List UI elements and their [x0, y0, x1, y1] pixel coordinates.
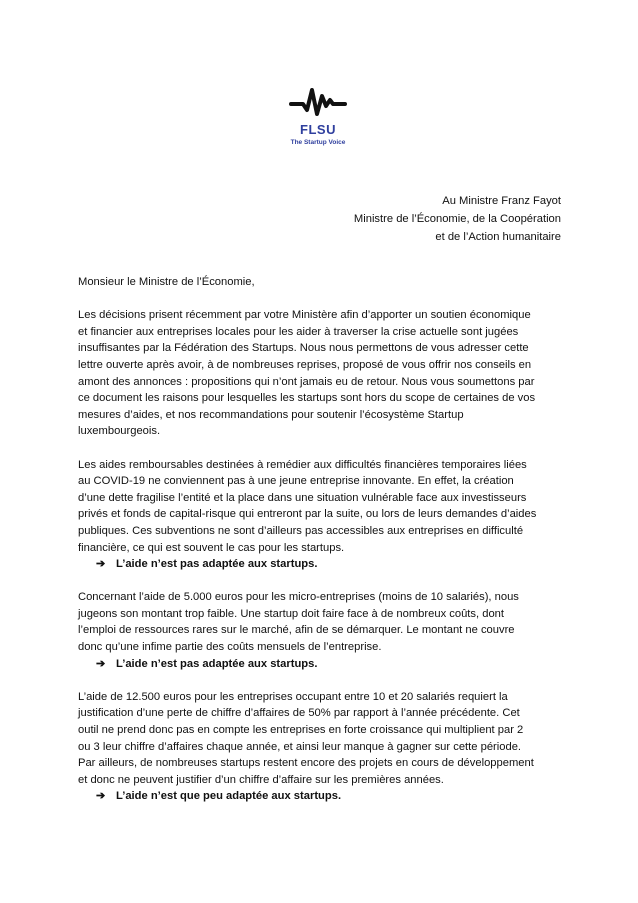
text-line: d’une dette fragilise l’entité et la place dans une situation vulnérable face aux investisseurs — [78, 491, 527, 504]
text-line: ou 3 leur chiffre d’affaires chaque année, et ainsi leur manque à gagner sur cette période. — [78, 740, 522, 753]
text-line: Concernant l’aide de 5.000 euros pour les micro-entreprises (moins de 10 salariés), nous — [78, 591, 519, 604]
text-line: L’aide de 12.500 euros pour les entreprises occupant entre 10 et 20 salariés requiert la — [78, 690, 508, 703]
text-line: privés et fonds de capital-risque qui entreront par la suite, ou lors de leurs demandes d’aides — [78, 508, 537, 521]
conclusion — [78, 656, 564, 673]
section-sme-aid — [78, 689, 564, 805]
text-line: justification d’une perte de chiffre d’affaires de 50% par rapport à l’année précédente. Cet — [78, 707, 520, 720]
conclusion — [78, 556, 564, 573]
text-line: Les décisions prisent récemment par votre Ministère afin d’apporter un soutien économique — [78, 309, 531, 322]
text-line: insuffisantes par la Fédération des Startups. Nous nous permettons de vous adresser cette — [78, 342, 529, 355]
text-line: au COVID-19 ne conviennent pas à une jeune entreprise innovante. En effet, la création — [78, 475, 514, 488]
letter-body — [78, 274, 564, 805]
text-line: Par ailleurs, de nombreuses startups restent encore des projets en cours de développement — [78, 757, 534, 770]
flsu-logo — [278, 84, 358, 146]
section-repayable-aid — [78, 457, 564, 573]
conclusion-text: L’aide n’est que peu adaptée aux startups. — [116, 790, 342, 803]
logo-tagline: The Startup Voice — [290, 139, 346, 146]
recipient-address — [354, 192, 561, 246]
text-line: jugeons son montant trop faible. Une startup doit faire face à de nombreux coûts, dont — [78, 607, 505, 620]
text-line: et financier aux entreprises locales pour les aider à traverser la crise actuelle sont jugées — [78, 325, 519, 338]
text-line: donc qu’une infime partie des coûts mensuels de l’entreprise. — [78, 641, 382, 654]
conclusion-text: L’aide n’est pas adaptée aux startups. — [116, 657, 318, 670]
conclusion-text: L’aide n’est pas adaptée aux startups. — [116, 558, 318, 571]
recipient-line: et de l’Action humanitaire — [435, 231, 561, 243]
conclusion — [78, 788, 564, 805]
text-line: lettre ouverte après avoir, à de nombreuses reprises, proposé de vous offrir nos conseils en — [78, 358, 532, 371]
logo-brand: FLSU — [300, 122, 336, 137]
recipient-line: Au Ministre Franz Fayot — [442, 195, 561, 207]
arrow-right-icon: ➔ — [96, 558, 106, 571]
text-line: publiques. Ces subventions ne sont d’ailleurs pas accessibles aux entreprises en difficulté — [78, 524, 524, 537]
text-line: l’emploi de ressources rares sur le marché, afin de se démarquer. Le montant ne couvre — [78, 624, 515, 637]
text-line: mesures d’aides, et nos recommandations pour soutenir l’écosystème Startup — [78, 408, 464, 421]
text-line: ce document les raisons pour lesquelles les startups sont hors du scope de certaines de vos — [78, 392, 536, 405]
text-line: outil ne prend donc pas en compte les entreprises en forte croissance qui multiplient par 2 — [78, 724, 524, 737]
text-line: Les aides remboursables destinées à remédier aux difficultés financières temporaires liées — [78, 458, 527, 471]
salutation: Monsieur le Ministre de l’Économie, — [78, 276, 255, 288]
section-micro-enterprise-aid — [78, 589, 564, 672]
intro-paragraph — [78, 307, 564, 440]
arrow-right-icon: ➔ — [96, 657, 106, 670]
text-line: et donc ne peuvent justifier d’un chiffre d’affaire sur les premières années. — [78, 773, 444, 786]
text-line: luxembourgeois. — [78, 425, 161, 438]
arrow-right-icon: ➔ — [96, 790, 106, 803]
text-line: financière, ce qui est souvent le cas pour les startups. — [78, 541, 345, 554]
heartbeat-icon — [289, 84, 347, 118]
recipient-line: Ministre de l’Économie, de la Coopération — [353, 213, 561, 225]
text-line: amont des annonces : propositions qui n’ont jamais eu de retour. Nous vous soumettons par — [78, 375, 535, 388]
